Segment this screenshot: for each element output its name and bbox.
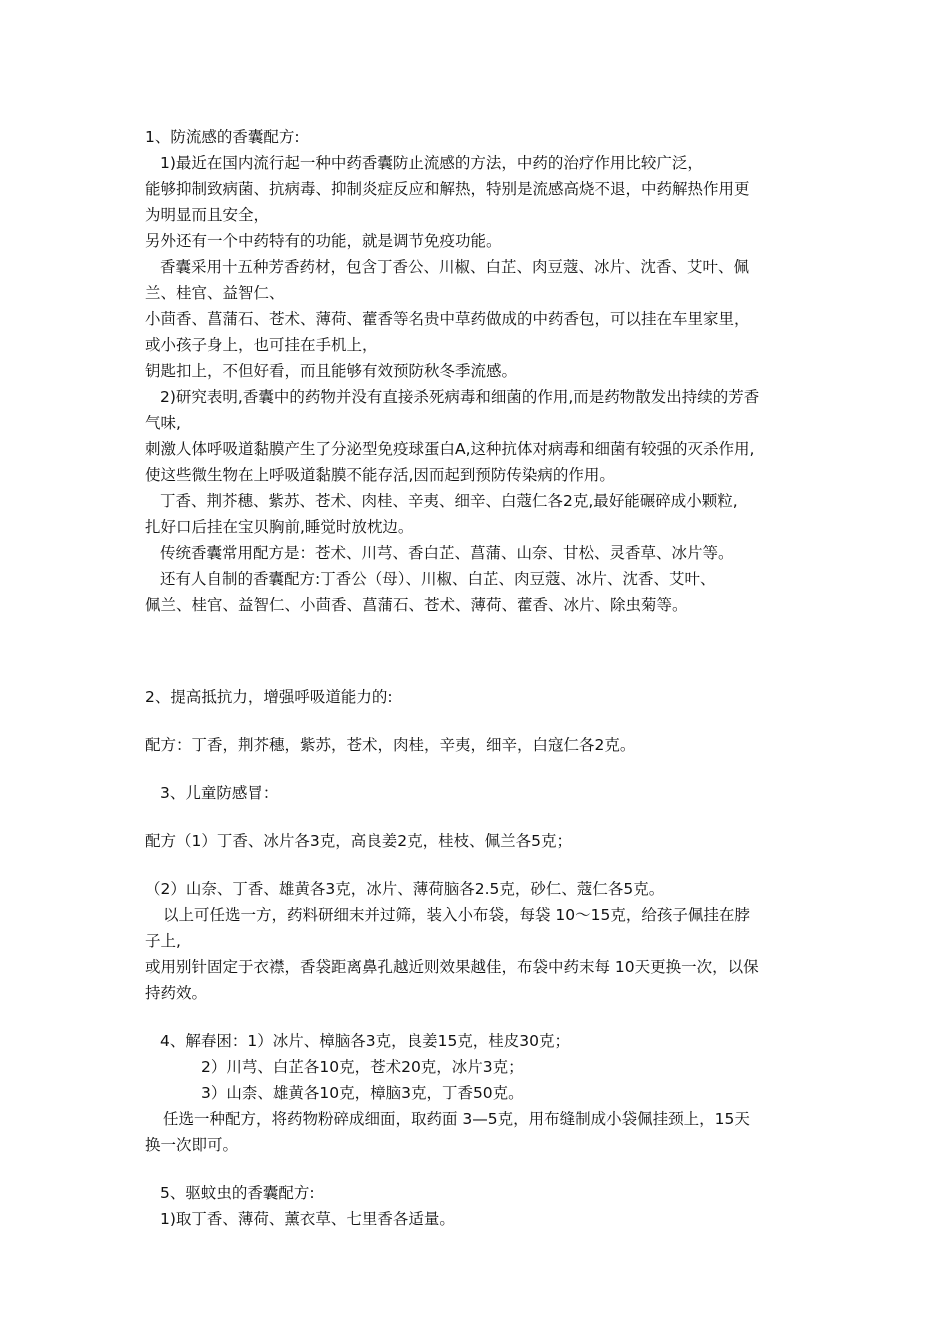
section1-line: 另外还有一个中药特有的功能，就是调节免疫功能。	[145, 232, 502, 250]
document-body	[145, 124, 815, 1232]
section3-formula2: （2）山奈、丁香、雄黄各3克，冰片、薄荷脑各2.5克，砂仁、蔻仁各5克。	[145, 880, 665, 898]
section1-line: 刺激人体呼吸道黏膜产生了分泌型免疫球蛋白A,这种抗体对病毒和细菌有较强的灭杀作用,	[145, 440, 755, 458]
section1-line: 兰、桂官、益智仁、	[145, 284, 285, 302]
section1-line: 2)研究表明,香囊中的药物并没有直接杀死病毒和细菌的作用,而是药物散发出持续的芳香	[160, 388, 760, 406]
section3-usage-line: 以上可任选一方，药料研细末并过筛，装入小布袋，每袋 10～15克，给孩子佩挂在脖	[163, 906, 750, 924]
section1-line: 传统香囊常用配方是：苍术、川芎、香白芷、菖蒲、山奈、甘松、灵香草、冰片等。	[160, 544, 734, 562]
section1-line: 小茴香、菖蒲石、苍术、薄荷、藿香等名贵中草药做成的中药香包，可以挂在车里家里，	[145, 310, 750, 328]
section2-formula: 配方：丁香，荆芥穗，紫苏，苍术，肉桂，辛夷，细辛，白寇仁各2克。	[145, 736, 636, 754]
section5-heading: 5、驱蚊虫的香囊配方:	[160, 1184, 315, 1202]
section4-usage-line: 任选一种配方，将药物粉碎成细面，取药面 3—5克，用布缝制成小袋佩挂颈上，15天	[163, 1110, 750, 1128]
section3-formula1: 配方（1）丁香、冰片各3克，高良姜2克，桂枝、佩兰各5克；	[145, 832, 572, 850]
section1-line: 香囊采用十五种芳香药材，包含丁香公、川椒、白芷、肉豆蔻、冰片、沈香、艾叶、佩	[160, 258, 750, 276]
section2-heading: 2、提高抵抗力，增强呼吸道能力的:	[145, 688, 393, 706]
section3-usage-line: 子上,	[145, 932, 181, 950]
section1-line: 为明显而且安全，	[145, 206, 270, 224]
section1-line: 钥匙扣上，不但好看，而且能够有效预防秋冬季流感。	[145, 362, 518, 380]
spacer	[145, 710, 815, 732]
section1-line: 还有人自制的香囊配方:丁香公（母）、川椒、白芷、肉豆蔻、冰片、沈香、艾叶、	[160, 570, 716, 588]
spacer	[145, 1006, 815, 1028]
section4-usage-line: 换一次即可。	[145, 1136, 239, 1154]
section1-heading: 1、防流感的香囊配方:	[145, 128, 300, 146]
section4-heading: 4、解春困：1）冰片、樟脑各3克，良姜15克，桂皮30克；	[160, 1032, 571, 1050]
section1-line: 或小孩子身上，也可挂在手机上，	[145, 336, 378, 354]
section3-heading: 3、儿童防感冒：	[160, 784, 279, 802]
spacer	[145, 854, 815, 876]
section5-item: 1)取丁香、薄荷、薰衣草、七里香各适量。	[160, 1210, 455, 1228]
section4-item: 2）川芎、白芷各10克，苍术20克，冰片3克；	[201, 1058, 524, 1076]
section1-line: 佩兰、桂官、益智仁、小茴香、菖蒲石、苍术、薄荷、藿香、冰片、除虫菊等。	[145, 596, 688, 614]
spacer	[145, 758, 815, 780]
section3-usage-line: 持药效。	[145, 984, 208, 1002]
spacer	[145, 618, 815, 684]
section1-line: 丁香、荆芥穗、紫苏、苍术、肉桂、辛夷、细辛、白蔻仁各2克,最好能碾碎成小颗粒,	[160, 492, 738, 510]
section4-item: 3）山柰、雄黄各10克，樟脑3克，丁香50克。	[201, 1084, 524, 1102]
spacer	[145, 806, 815, 828]
section1-line: 扎好口后挂在宝贝胸前,睡觉时放枕边。	[145, 518, 414, 536]
section1-line: 能够抑制致病菌、抗病毒、抑制炎症反应和解热，特别是流感高烧不退，中药解热作用更	[145, 180, 750, 198]
section1-line: 气味,	[145, 414, 181, 432]
spacer	[145, 1158, 815, 1180]
section1-line: 使这些微生物在上呼吸道黏膜不能存活,因而起到预防传染病的作用。	[145, 466, 615, 484]
section3-usage-line: 或用别针固定于衣襟，香袋距离鼻孔越近则效果越佳，布袋中药末每 10天更换一次，以保	[145, 958, 759, 976]
section1-line: 1)最近在国内流行起一种中药香囊防止流感的方法，中药的治疗作用比较广泛，	[160, 154, 703, 172]
